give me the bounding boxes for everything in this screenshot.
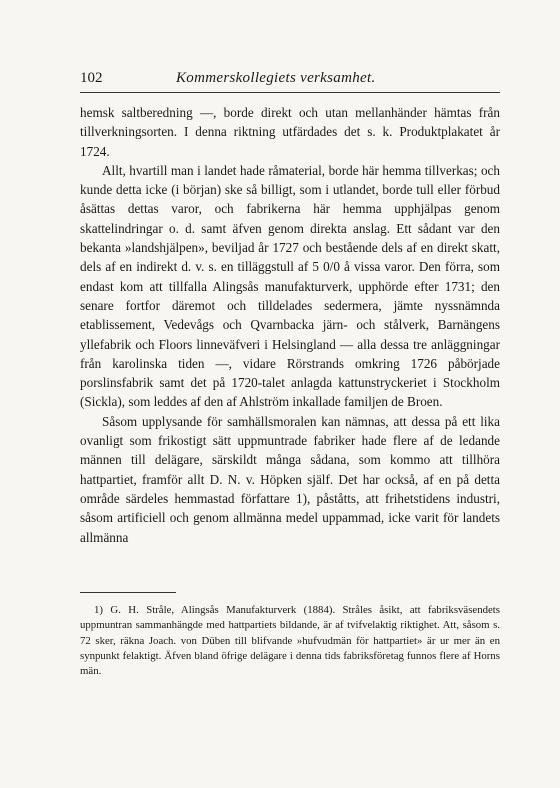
paragraph-continued: hemsk saltberedning —, borde direkt och utan mellanhänder hämtas från tillverkningsorten. I denna riktning utfärdades det s. k. Produktplakatet år 1724. [80, 105, 500, 159]
page-number: 102 [80, 70, 103, 86]
footnote [80, 603, 500, 679]
footnote-text: 1) G. H. Stråle, Alingsås Manufakturverk (1884). Stråles åsikt, att fabriksväsendets uppmuntran sammanhängde med hattpartiets bildande, är af tvifvelaktig riktighet. Att, såsom s. 72 sker, räkna Joach. von Düben till blifvande »hufvudmän för hattpartiet» är ur mer än en synpunkt felaktigt. Äfven bland öfrige delägare i denna tids fabriksföretag funnos flere af Horns män. [80, 604, 500, 678]
body-text [80, 103, 500, 547]
running-title: Kommerskollegiets verksamhet. [176, 70, 376, 86]
paragraph-produktplakatet: Allt, hvartill man i landet hade råmaterial, borde här hemma tillverkas; och kunde detta icke (i början) ske så billigt, som i utlandet, borde tull eller förbud åsättas dettas varor, och fabrikerna här hemma upphjälpas genom skattelindringar o. d. samt äfven genom direkta anslag. Ett sådant var den bekanta »landshjälpen», beviljad år 1727 och bestående dels af en direkt skatt, dels af en indirekt d. v. s. en tilläggstull af 5 0/0 å vissa varor. Den förra, som endast kom att tillfalla Alingsås manufakturverk, upphörde efter 1731; den senare fortfor däremot och tilldelades sedermera, jämte nyssnämnda etablissement, Vedevågs och Qvarnbacka järn- och stålverk, Barnängens yllefabrik och Floors linneväfveri i Helsingland — alla dessa tre anläggningar från karolinska tiden —, vidare Rörstrands omkring 1726 påbörjade porslinsfabrik samt det på 1720-talet anlagda kattunstryckeriet i Stockholm (Sickla), som leddes af den af Ahlström inkallade familjen de Broen. [80, 162, 500, 410]
footnote-divider [80, 592, 176, 593]
paragraph-samhallsmoral: Såsom upplysande för samhällsmoralen kan nämnas, att dessa på ett lika ovanligt som frikostigt sätt uppmuntrade fabriker hade flere af de ledande männen till delägare, särskildt många sådana, som kommo att tillhöra hattpartiet, framför allt D. N. v. Höpken själf. Det har också, af en på detta område särdeles hemmastad författare 1), påståtts, att frihetstidens industri, såsom artificiell och genom allmänna medel uppammad, icke varit för landets allmänna [80, 413, 500, 545]
page-header [80, 70, 500, 93]
